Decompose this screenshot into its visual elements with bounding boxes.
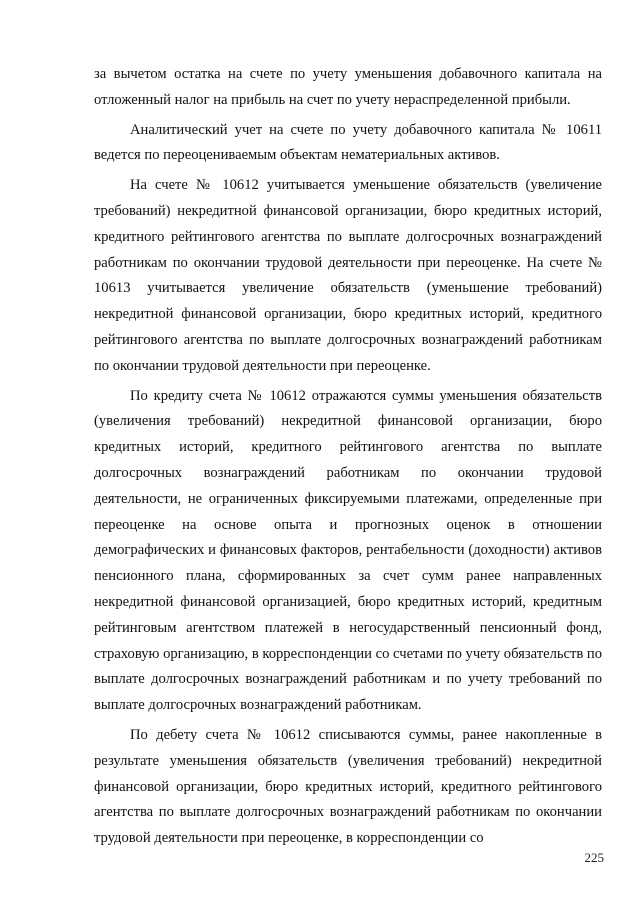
paragraph-accounts-10612-10613: На счете № 10612 учитывается уменьшение обязательств (увеличение требований) некредитной финансовой организации, бюро кредитных историй, кредитного рейтингового агентства по выплате долгосрочных вознаграждений работникам по окончании трудовой деятельности при переоценке. На счете № 10613 учитывается увеличение обязательств (уменьшение требований) некредитной финансовой организации, бюро кредитных историй, кредитного рейтингового агентства по выплате долгосрочных вознаграждений работникам по окончании трудовой деятельности при переоценке. xyxy=(94,177,602,374)
document-page xyxy=(94,62,602,856)
paragraph-credit-10612: По кредиту счета № 10612 отражаются суммы уменьшения обязательств (увеличения требований) некредитной финансовой организации, бюро кредитных историй, кредитного рейтингового агентства по выплате долгосрочных вознаграждений работникам по окончании трудовой деятельности, не ограниченных фиксируемыми платежами, определенные при переоценке на основе опыта и прогнозных оценок в отношении демографических и финансовых факторов, рентабельности (доходности) активов пенсионного плана, сформированных за счет сумм ранее направленных некредитной финансовой организацией, бюро кредитных историй, кредитным рейтинговым агентством платежей в негосударственный пенсионный фонд, страховую организацию, в корреспонденции со счетами по учету обязательств по выплате долгосрочных вознаграждений работникам и по учету требований по выплате долгосрочных вознаграждений работникам. xyxy=(94,387,603,714)
paragraph-analytical-accounting: Аналитический учет на счете по учету добавочного капитала № 10611 ведется по переоцениваемым объектам нематериальных активов. xyxy=(94,121,602,164)
paragraph-debit-10612: По дебету счета № 10612 списываются суммы, ранее накопленные в результате уменьшения обязательств (увеличения требований) некредитной финансовой организации, бюро кредитных историй, кредитного рейтингового агентства по выплате долгосрочных вознаграждений работникам по окончании трудовой деятельности при переоценке, в корреспонденции со xyxy=(94,726,602,847)
paragraph-continuation: за вычетом остатка на счете по учету уменьшения добавочного капитала на отложенный налог на прибыль на счет по учету нераспределенной прибыли. xyxy=(94,66,602,108)
page-number: 225 xyxy=(584,850,604,865)
